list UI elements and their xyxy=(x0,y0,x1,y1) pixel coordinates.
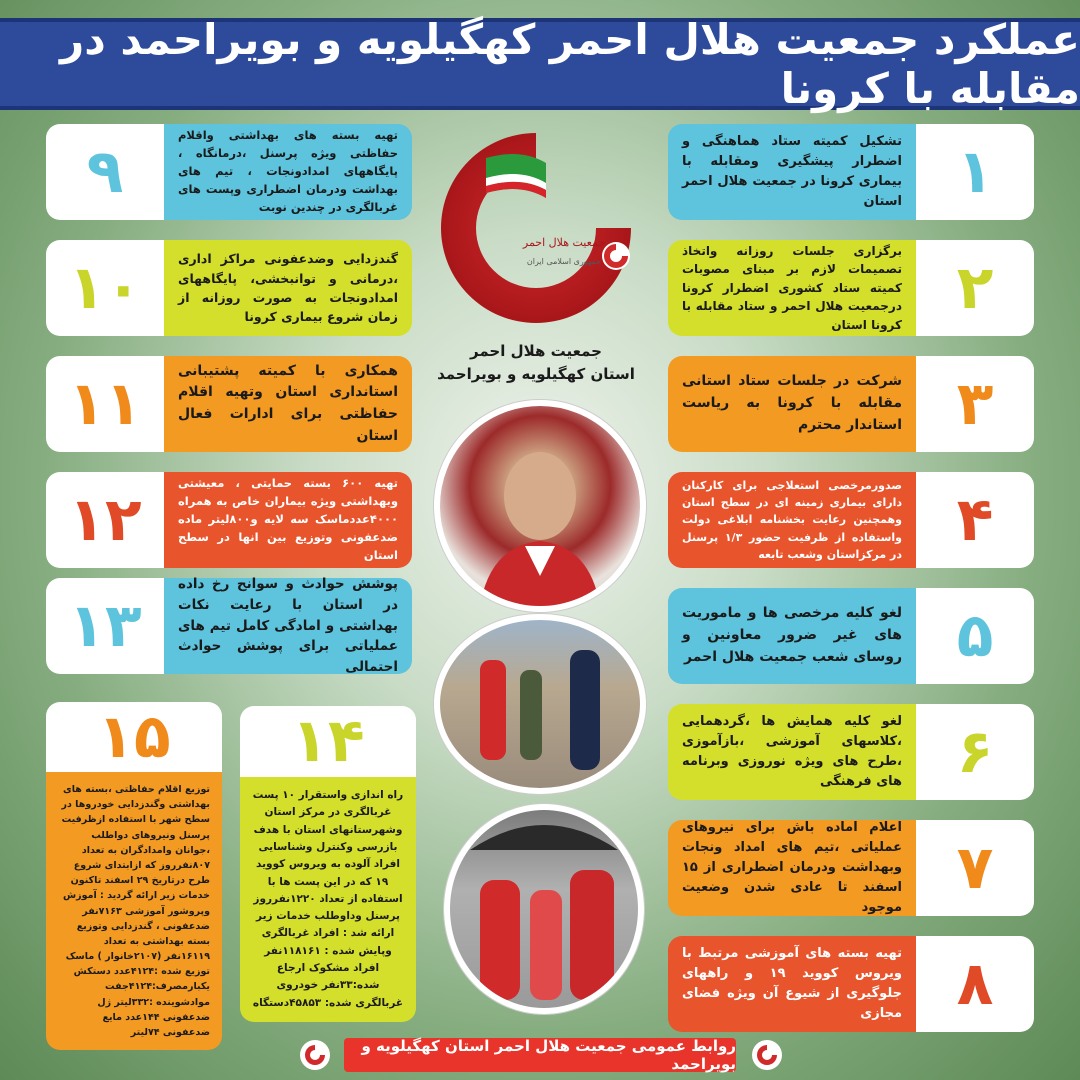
logo-subtitle: جمهوری اسلامی ایران xyxy=(526,257,602,266)
item-number: ۱۳ xyxy=(46,578,164,674)
item-card-13 xyxy=(46,575,412,676)
item-text: اعلام اماده باش برای نیروهای عملیاتی ،تیم های امداد ونجات وبهداشت ودرمان اضطراری از ۱۵ اسفند تا عادی شدن وضعیت موجود xyxy=(668,820,916,916)
item-text: همکاری با کمیته پشتیبانی استانداری استان وتهیه اقلام حفاظتی برای ادارات فعال استان xyxy=(164,356,412,452)
item-text: گندزدایی وضدعفونی مراکز اداری ،درمانی و توانبخشی، پایگاههای امدادونجات به صورت روزانه از زمان شروع بیماری کرونا xyxy=(164,240,412,336)
item-card-14 xyxy=(240,706,416,1022)
item-number: ۱۵ xyxy=(46,702,222,772)
item-text: تشکیل کمیته ستاد هماهنگی و اضطرار پیشگیری ومقابله با بیماری کرونا در جمعیت هلال احمر استان xyxy=(668,124,916,220)
item-number: ۶ xyxy=(916,704,1034,800)
red-crescent-logo xyxy=(436,128,636,328)
item-text: لغو کلیه مرخصی ها و ماموریت های غیر ضرور معاونین و روسای شعب جمعیت هلال احمر xyxy=(668,588,916,684)
org-name-line2: استان کهگیلویه و بویراحمد xyxy=(437,365,635,384)
item-text: برگزاری جلسات روزانه واتخاذ تصمیمات لازم بر مبنای مصوبات کمیته ستاد کشوری اضطرار کرونا درجمعیت هلال احمر و ستاد مقابله با کرونا استان xyxy=(668,240,916,336)
item-card-12 xyxy=(46,472,412,568)
item-card-15 xyxy=(46,702,222,1038)
item-number: ۸ xyxy=(916,936,1034,1032)
item-text: تهیه بسته های بهداشتی واقلام حفاظتی ویژه پرسنل ،درمانگاه ، پایگاههای امدادونجات ، تیم های بهداشت ودرمان اضطراری وپست های غربالگری در چندین نوبت xyxy=(164,124,412,220)
portrait-photo xyxy=(434,400,646,612)
item-card-7 xyxy=(668,820,1034,916)
item-card-3 xyxy=(668,356,1034,452)
footer-logo-left-icon xyxy=(300,1040,330,1070)
item-text: صدورمرخصی استعلاجی برای کارکنان دارای بیماری زمینه ای در سطح استان وهمچنین رعایت بخشنامه ابلاغی دولت واستفاده از ظرفیت حضور ۱/۳ پرسنل در مرکزاستان وشعب تابعه xyxy=(668,472,916,568)
item-number: ۱۱ xyxy=(46,356,164,452)
title-bar xyxy=(0,15,1080,113)
item-number: ۴ xyxy=(916,472,1034,568)
item-card-10 xyxy=(46,240,412,336)
item-text: توزیع اقلام حفاظتی ،بسته های بهداشتی وگندزدایی خودروها در سطح شهر با استفاده ازظرفیت پرسنل ونیروهای دواطلب ،جوانان وامدادگران به تعداد ۸۰۷نفرروز که ازابتدای شروع طرح درتاریخ ۲۹ اسفند تاکنون خدمات زیر ارائه گردید : آموزش وپروشور آموزشی ۷۱۶۳نفر ضدعفونی ، گندزدایی وتوزیع بسته بهداشتی به تعداد ۱۶۱۱۹نفر (۲۱۰۷خانوار ) ماسک توزیع شده :۴۱۲۴عدد دستکش یکبارمصرف:۴۱۲۴جفت موادشوینده :۳۳۲لیتر ژل ضدعفونی ۱۴۴عدد مایع ضدعفونی ۷۴لیتر xyxy=(46,772,222,1050)
item-number: ۵ xyxy=(916,588,1034,684)
item-card-2 xyxy=(668,240,1034,336)
item-text: شرکت در جلسات ستاد استانی مقابله با کرونا به ریاست استاندار محترم xyxy=(668,356,916,452)
item-number: ۷ xyxy=(916,820,1034,916)
footer-bar xyxy=(344,1038,736,1072)
item-text: راه اندازی واستقرار ۱۰ پست غربالگری در مرکز استان وشهرستانهای استان با هدف بازرسی وکنترل وشناسایی افراد آلوده به ویروس کووید ۱۹ که در این پست ها با استفاده از تعداد ۱۲۲۰نفرروز پرسنل وداوطلب خدمات زیر ارائه شد : افراد غربالگری وپایش شده : ۱۱۸۱۶۱نفر افراد مشکوک ارجاع شده:۳۳نفر خودروی غربالگری شده: ۴۵۸۵۳دستگاه xyxy=(240,777,416,1022)
item-card-9 xyxy=(46,124,412,220)
item-text: تهیه بسته های آموزشی مرتبط با ویروس کووید ۱۹ و راههای جلوگیری از شیوع آن ویژه فضای مجازی xyxy=(668,936,916,1032)
item-text: تهیه ۶۰۰ بسته حمایتی ، معیشتی وبهداشتی ویژه بیماران خاص به همراه ۴۰۰۰عددماسک سه لایه و۸۰۰لیتر ماده ضدعفونی وتوزیع بین انها در سطح استان xyxy=(164,472,412,568)
item-number: ۱۲ xyxy=(46,472,164,568)
item-card-1 xyxy=(668,124,1034,220)
item-number: ۱ xyxy=(916,124,1034,220)
item-card-4 xyxy=(668,472,1034,568)
field-photo xyxy=(434,614,646,794)
umbrella-photo xyxy=(444,804,644,1014)
item-number: ۱۴ xyxy=(240,706,416,777)
org-name-line1: جمعیت هلال احمر xyxy=(470,342,602,360)
item-text: لغو کلیه همایش ها ،گردهمایی ،کلاسهای آموزشی ،بازآموزی ،طرح های ویژه نوروزی وبرنامه های فرهنگی xyxy=(668,704,916,800)
footer-logo-right-icon xyxy=(752,1040,782,1070)
page-title: عملکرد جمعیت هلال احمر کهگیلویه و بویراحمد در مقابله با کرونا xyxy=(60,15,1080,113)
item-card-5 xyxy=(668,588,1034,684)
item-card-11 xyxy=(46,356,412,452)
item-card-8 xyxy=(668,936,1034,1032)
logo-script: جمعیت هلال احمر xyxy=(522,236,606,249)
item-card-6 xyxy=(668,704,1034,800)
footer-text: روابط عمومی جمعیت هلال احمر استان کهگیلویه و بویراحمد xyxy=(361,1037,736,1073)
org-name xyxy=(396,340,676,387)
item-text: پوشش حوادث و سوانح رخ داده در استان با رعایت نکات بهداشتی و امادگی کامل تیم های عملیاتی برای پوشش حوادث احتمالی xyxy=(164,578,412,674)
item-number: ۹ xyxy=(46,124,164,220)
item-number: ۳ xyxy=(916,356,1034,452)
item-number: ۱۰ xyxy=(46,240,164,336)
item-number: ۲ xyxy=(916,240,1034,336)
